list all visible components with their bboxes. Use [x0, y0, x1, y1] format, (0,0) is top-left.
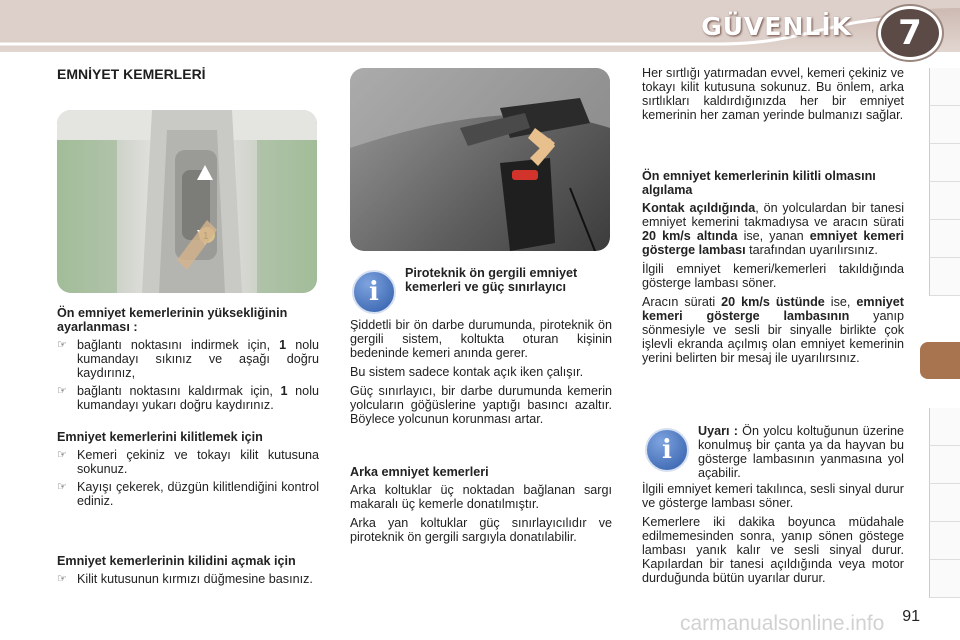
pyro-paragraph: Bu sistem sadece kontak açık iken çalışır.	[350, 365, 584, 379]
side-tab[interactable]	[929, 182, 960, 220]
rear-paragraph: Arka koltuklar üç noktadan bağlanan sargı makaralı üç kemerle donatılmıştır.	[350, 483, 612, 511]
side-tab-active[interactable]	[920, 342, 960, 379]
detect-paragraph: Kontak açıldığında, ön yolculardan bir tanesi emniyet kemerini takmadıysa ve aracın sürati 20 km/s altında ise, yanan emniyet kemeri gösterge lambası tarafından uyarılırsınız.	[642, 201, 904, 257]
side-tab[interactable]	[929, 408, 960, 446]
warning-text: Ön yolcu koltuğunun üzerine konulmuş bir çanta ya da hayvan bu gösterge lambasının yanmasına yol açabilir.	[698, 424, 904, 480]
info-icon: i	[352, 270, 396, 314]
side-tab[interactable]	[929, 560, 960, 598]
intro-paragraph: Her sırtlığı yatırmadan evvel, kemeri çekiniz ve tokayı kilit kutusuna sokunuz. Bu önlem, arka sırtlıkları kaldırdığınızda her bir emniyet kemerinin her zaman yerinde bulmanızı sağlar.	[642, 66, 904, 122]
rear-belts-heading: Arka emniyet kemerleri	[350, 465, 489, 479]
section-title: EMNİYET KEMERLERİ	[57, 66, 206, 82]
side-tab[interactable]	[929, 446, 960, 484]
detect-paragraph: İlgili emniyet kemeri/kemerleri takıldığında gösterge lambası söner.	[642, 262, 904, 290]
unlock-bullet: ☞ Kilit kutusunun kırmızı düğmesine basınız.	[57, 572, 313, 586]
height-bullet: ☞ bağlantı noktasını indirmek için, 1 nolu kumandayı sıkınız ve aşağı doğru kaydırınız,	[57, 338, 320, 380]
side-tab[interactable]	[929, 258, 960, 296]
info-icon: i	[645, 428, 689, 472]
pyro-paragraph: Güç sınırlayıcı, bir darbe durumunda kemerin yolcuların göğüslerine yaptığı basıncı azaltır. Böylece yolcunun korunması artar.	[350, 384, 612, 426]
bullet-icon: ☞	[57, 385, 67, 397]
side-tab[interactable]	[929, 68, 960, 106]
lock-bullet: ☞ Kemeri çekiniz ve tokayı kilit kutusuna sokunuz.	[57, 448, 319, 476]
right-column-text	[642, 66, 904, 370]
height-adjust-heading: Ön emniyet kemerlerinin yüksekliğinin ayarlanması :	[57, 306, 288, 334]
right-column-bottom-text	[642, 482, 904, 590]
side-tab[interactable]	[929, 144, 960, 182]
belt-pillar-illustration	[57, 110, 317, 293]
watermark-text: carmanualsonline.info	[680, 612, 885, 635]
left-column-text	[57, 306, 319, 590]
right-paragraph: Kemerlere iki dakika boyunca müdahale edilmemesinden sonra, yanıp sönen göstege lambası yanık kalır ve sesli sinyal durur. Kapılardan bir tanesi açıldığında veya motor durduğunda bütün uyarılar durur.	[642, 515, 904, 585]
height-bullet: ☞ bağlantı noktasını kaldırmak için, 1 nolu kumandayı yukarı doğru kaydırınız.	[57, 384, 319, 412]
warning-box	[698, 424, 904, 485]
pyro-paragraph: Şiddetli bir ön darbe durumunda, piroteknik ön gergili sistem, koltukta oturan kişinin bedeninde kemeri anında gerer.	[350, 318, 612, 360]
side-tab[interactable]	[929, 484, 960, 522]
side-tab[interactable]	[929, 106, 960, 144]
bullet-icon: ☞	[57, 573, 67, 585]
page-number: 91	[902, 608, 920, 625]
bullet-icon: ☞	[57, 339, 67, 351]
belt-buckle-photo	[350, 68, 610, 251]
chapter-number-badge: 7	[878, 6, 942, 60]
right-paragraph: İlgili emniyet kemeri takılınca, sesli sinyal durur ve gösterge lambası söner.	[642, 482, 904, 510]
middle-column-text	[350, 318, 612, 549]
belt-buckle-illustration	[350, 68, 610, 251]
lock-bullet: ☞ Kayışı çekerek, düzgün kilitlendiğini kontrol ediniz.	[57, 480, 319, 508]
bullet-icon: ☞	[57, 449, 67, 461]
side-tab[interactable]	[929, 220, 960, 258]
warning-label: Uyarı :	[698, 424, 738, 438]
side-chapter-tabs	[928, 68, 960, 598]
detect-heading: Ön emniyet kemerlerinin kilitli olmasını algılama	[642, 169, 876, 197]
chapter-title: GÜVENLİK	[701, 12, 852, 41]
bullet-icon: ☞	[57, 481, 67, 493]
side-tab[interactable]	[929, 522, 960, 560]
lock-heading: Emniyet kemerlerini kilitlemek için	[57, 430, 263, 444]
belt-height-adjust-photo	[57, 110, 317, 293]
unlock-heading: Emniyet kemerlerinin kilidini açmak için	[57, 554, 296, 568]
chapter-header	[0, 0, 960, 52]
rear-paragraph: Arka yan koltuklar güç sınırlayıcılıdır ve piroteknik ön gergili sargıyla donatılabilir.	[350, 516, 612, 544]
pyro-heading: Piroteknik ön gergili emniyet kemerleri ve güç sınırlayıcı	[405, 266, 578, 294]
detect-paragraph: Aracın sürati 20 km/s üstünde ise, emniyet kemeri gösterge lambasının yanıp sönmesiyle ve sesli bir sinyalle birlikte çok işlevli ekranda açılmış olan emniyet kemerinin yerini belirten bir mesaj ile uyarılırsınız.	[642, 295, 904, 365]
